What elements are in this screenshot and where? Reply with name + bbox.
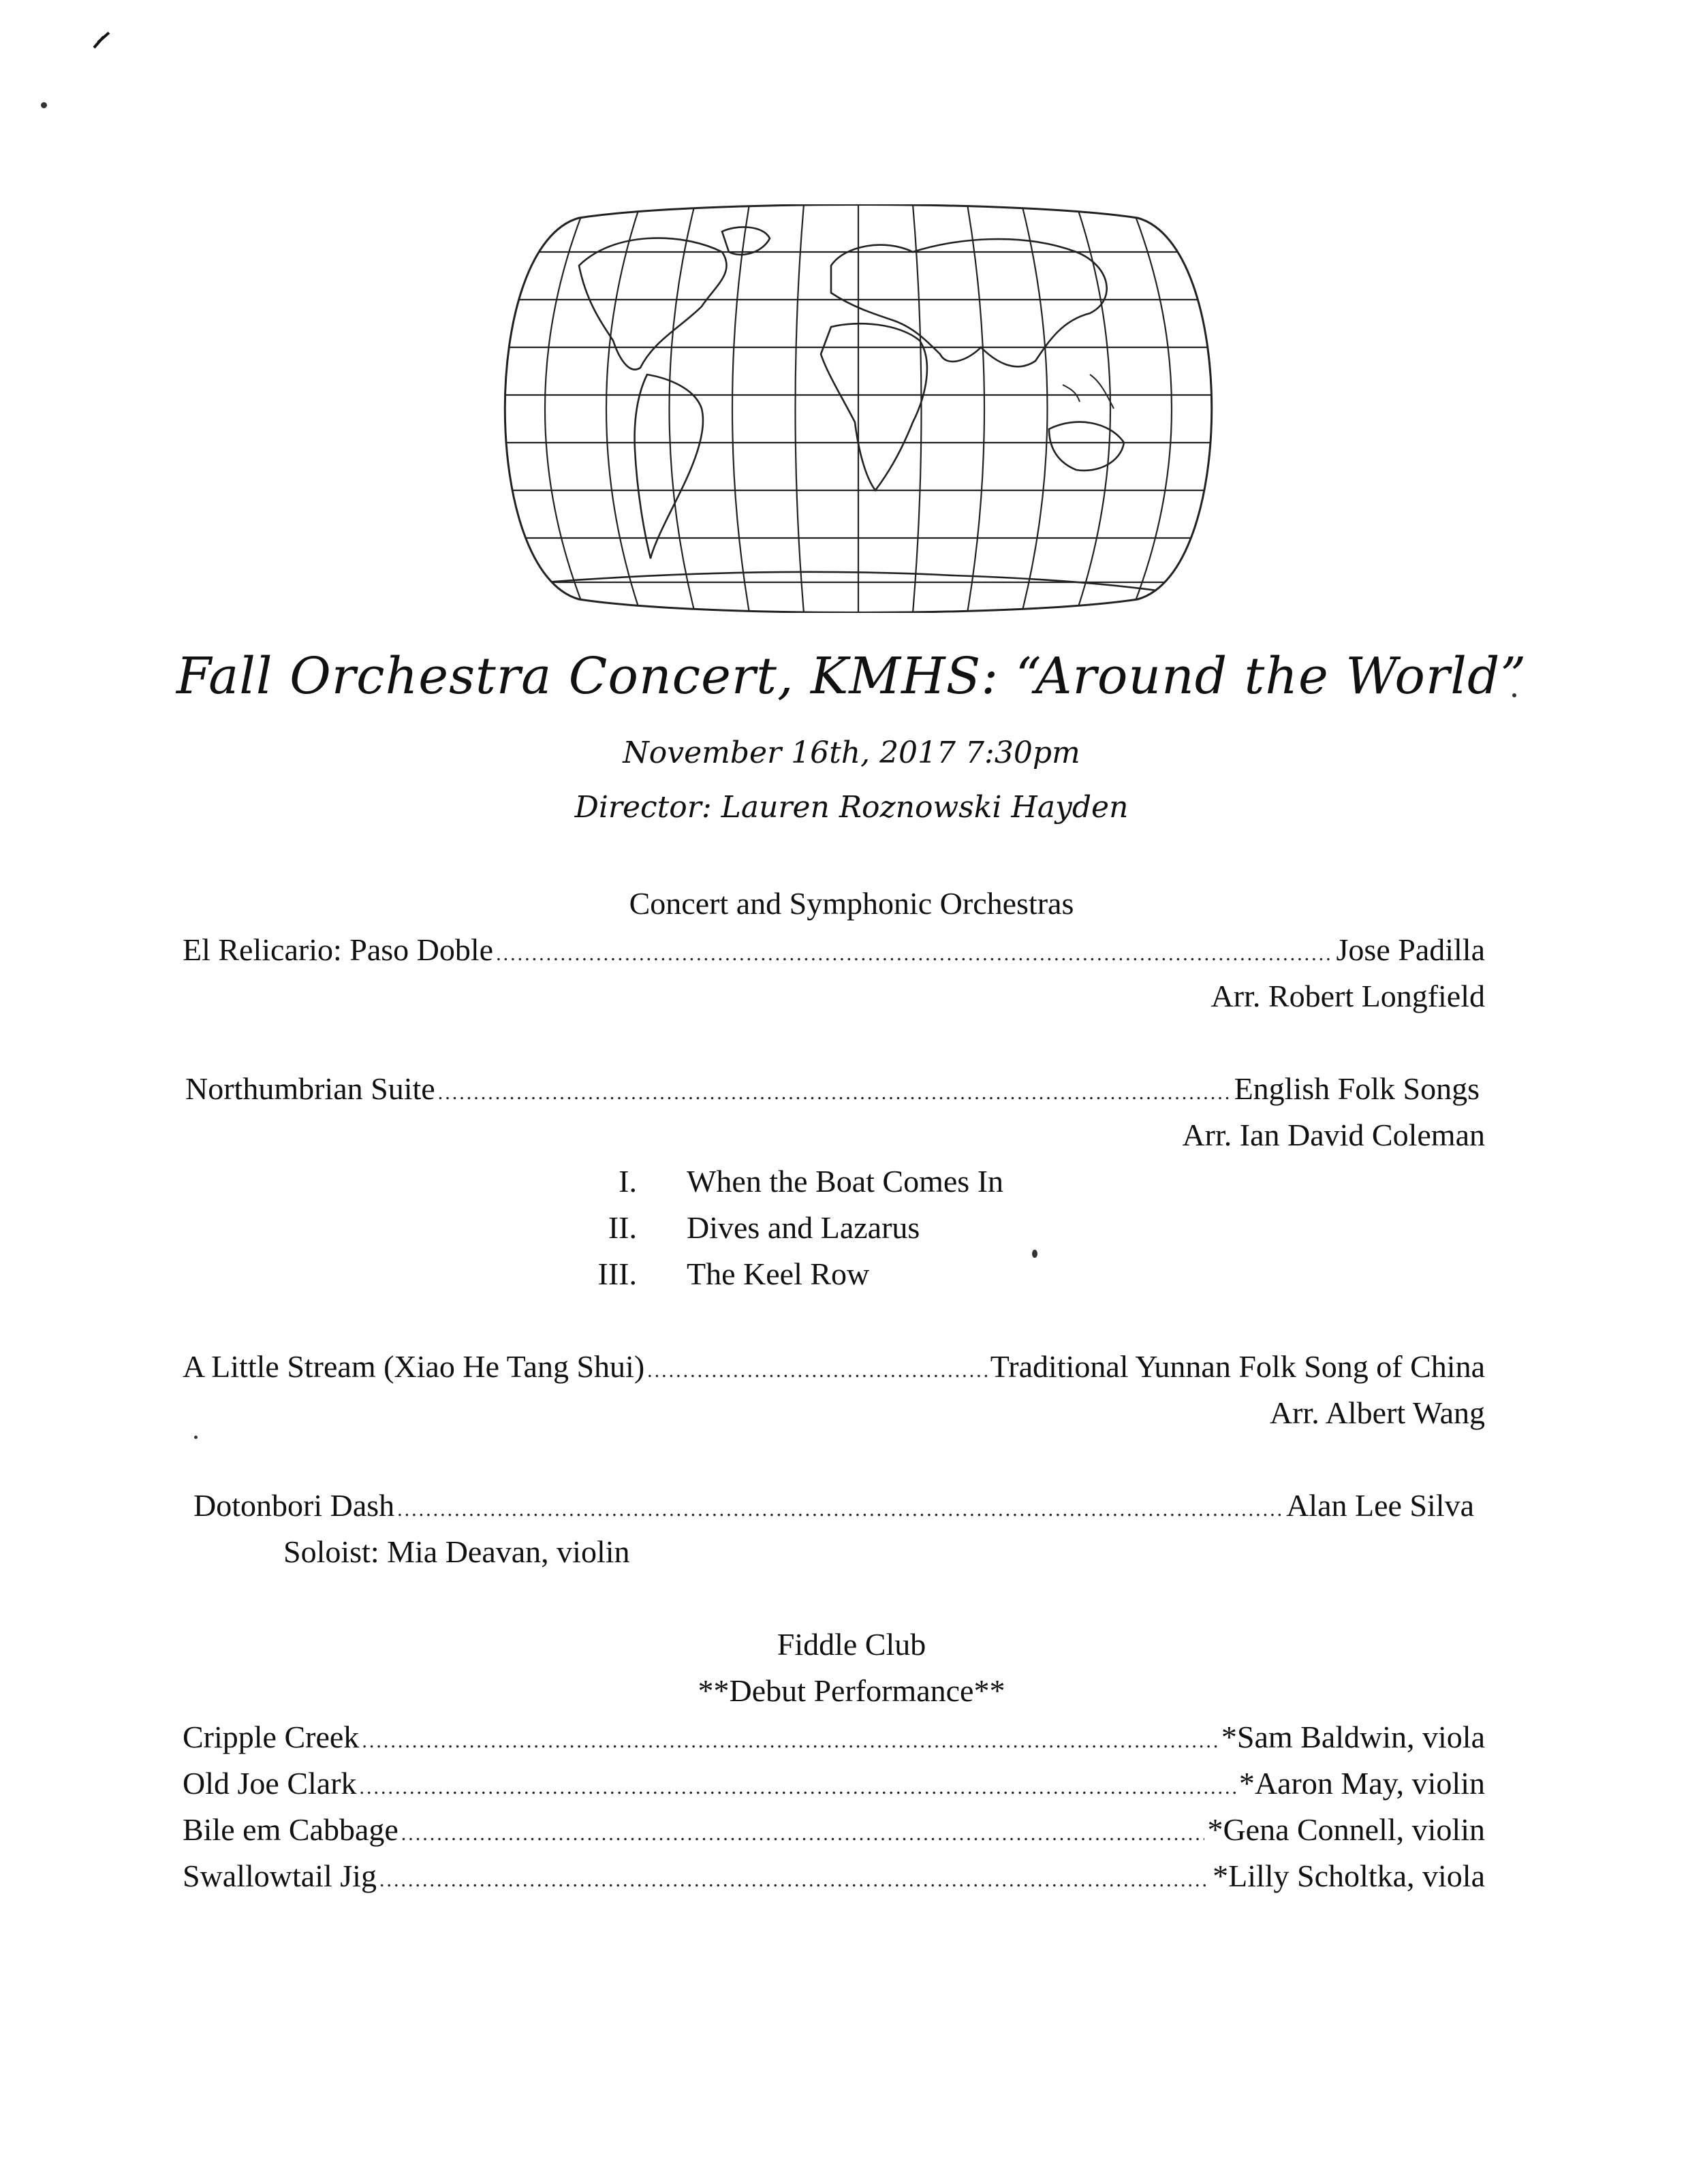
program-entry xyxy=(183,932,1485,968)
piece-arranger: Arr. Ian David Coleman xyxy=(1182,1118,1485,1152)
piece-performer: *Sam Baldwin, viola xyxy=(1221,1720,1485,1754)
concert-title: Fall Orchestra Concert, KMHS: “Around the World” xyxy=(176,647,1527,706)
program-entry xyxy=(185,1071,1480,1107)
concert-director: Director: Lauren Roznowski Hayden xyxy=(574,790,1129,825)
movement-number: I. xyxy=(619,1164,637,1199)
piece-soloist: Soloist: Mia Deavan, violin xyxy=(283,1534,630,1569)
scan-speck xyxy=(1032,1250,1037,1258)
program-entry xyxy=(193,1487,1474,1523)
piece-composer: Traditional Yunnan Folk Song of China xyxy=(990,1349,1485,1384)
movement-number: II. xyxy=(608,1210,637,1245)
fiddle-entry xyxy=(183,1858,1485,1894)
piece-composer: Jose Padilla xyxy=(1336,932,1485,967)
leader-dots xyxy=(362,1730,1219,1753)
scan-speck xyxy=(41,102,47,108)
piece-title: Old Joe Clark xyxy=(183,1766,357,1801)
section-heading-orchestras: Concert and Symphonic Orchestras xyxy=(629,886,1074,921)
fiddle-entry xyxy=(183,1719,1485,1755)
section-heading-fiddle-club: Fiddle Club xyxy=(777,1627,926,1662)
piece-title: Cripple Creek xyxy=(183,1720,360,1754)
leader-dots xyxy=(647,1359,988,1382)
leader-dots xyxy=(360,1776,1236,1799)
piece-title: Swallowtail Jig xyxy=(183,1858,377,1893)
section-subheading-debut: **Debut Performance** xyxy=(698,1673,1005,1708)
piece-arranger: Arr. Albert Wang xyxy=(1269,1395,1485,1430)
fiddle-entry xyxy=(183,1765,1485,1801)
leader-dots xyxy=(379,1869,1210,1892)
piece-performer: *Aaron May, violin xyxy=(1238,1766,1485,1801)
piece-performer: *Gena Connell, violin xyxy=(1207,1812,1485,1847)
movement-name: The Keel Row xyxy=(687,1256,870,1291)
program-entry xyxy=(183,1348,1485,1384)
movement-name: Dives and Lazarus xyxy=(687,1210,920,1245)
scan-mark-icon xyxy=(89,27,116,54)
world-map-icon xyxy=(477,204,1240,613)
leader-dots xyxy=(401,1822,1205,1846)
piece-title: Northumbrian Suite xyxy=(185,1071,435,1106)
piece-title: Bile em Cabbage xyxy=(183,1812,399,1847)
piece-composer: English Folk Songs xyxy=(1234,1071,1480,1106)
piece-title: A Little Stream (Xiao He Tang Shui) xyxy=(183,1349,645,1384)
leader-dots xyxy=(438,1081,1232,1105)
movement-number: III. xyxy=(597,1256,637,1291)
piece-title: El Relicario: Paso Doble xyxy=(183,932,494,967)
movement-name: When the Boat Comes In xyxy=(687,1164,1004,1199)
piece-performer: *Lilly Scholtka, viola xyxy=(1213,1858,1485,1893)
leader-dots xyxy=(496,943,1333,966)
piece-arranger: Arr. Robert Longfield xyxy=(1210,979,1485,1013)
piece-title: Dotonbori Dash xyxy=(193,1488,395,1523)
piece-composer: Alan Lee Silva xyxy=(1286,1488,1474,1523)
fiddle-entry xyxy=(183,1811,1485,1848)
concert-date: November 16th, 2017 7:30pm xyxy=(623,735,1080,770)
leader-dots xyxy=(397,1498,1283,1521)
scan-speck xyxy=(194,1436,198,1439)
